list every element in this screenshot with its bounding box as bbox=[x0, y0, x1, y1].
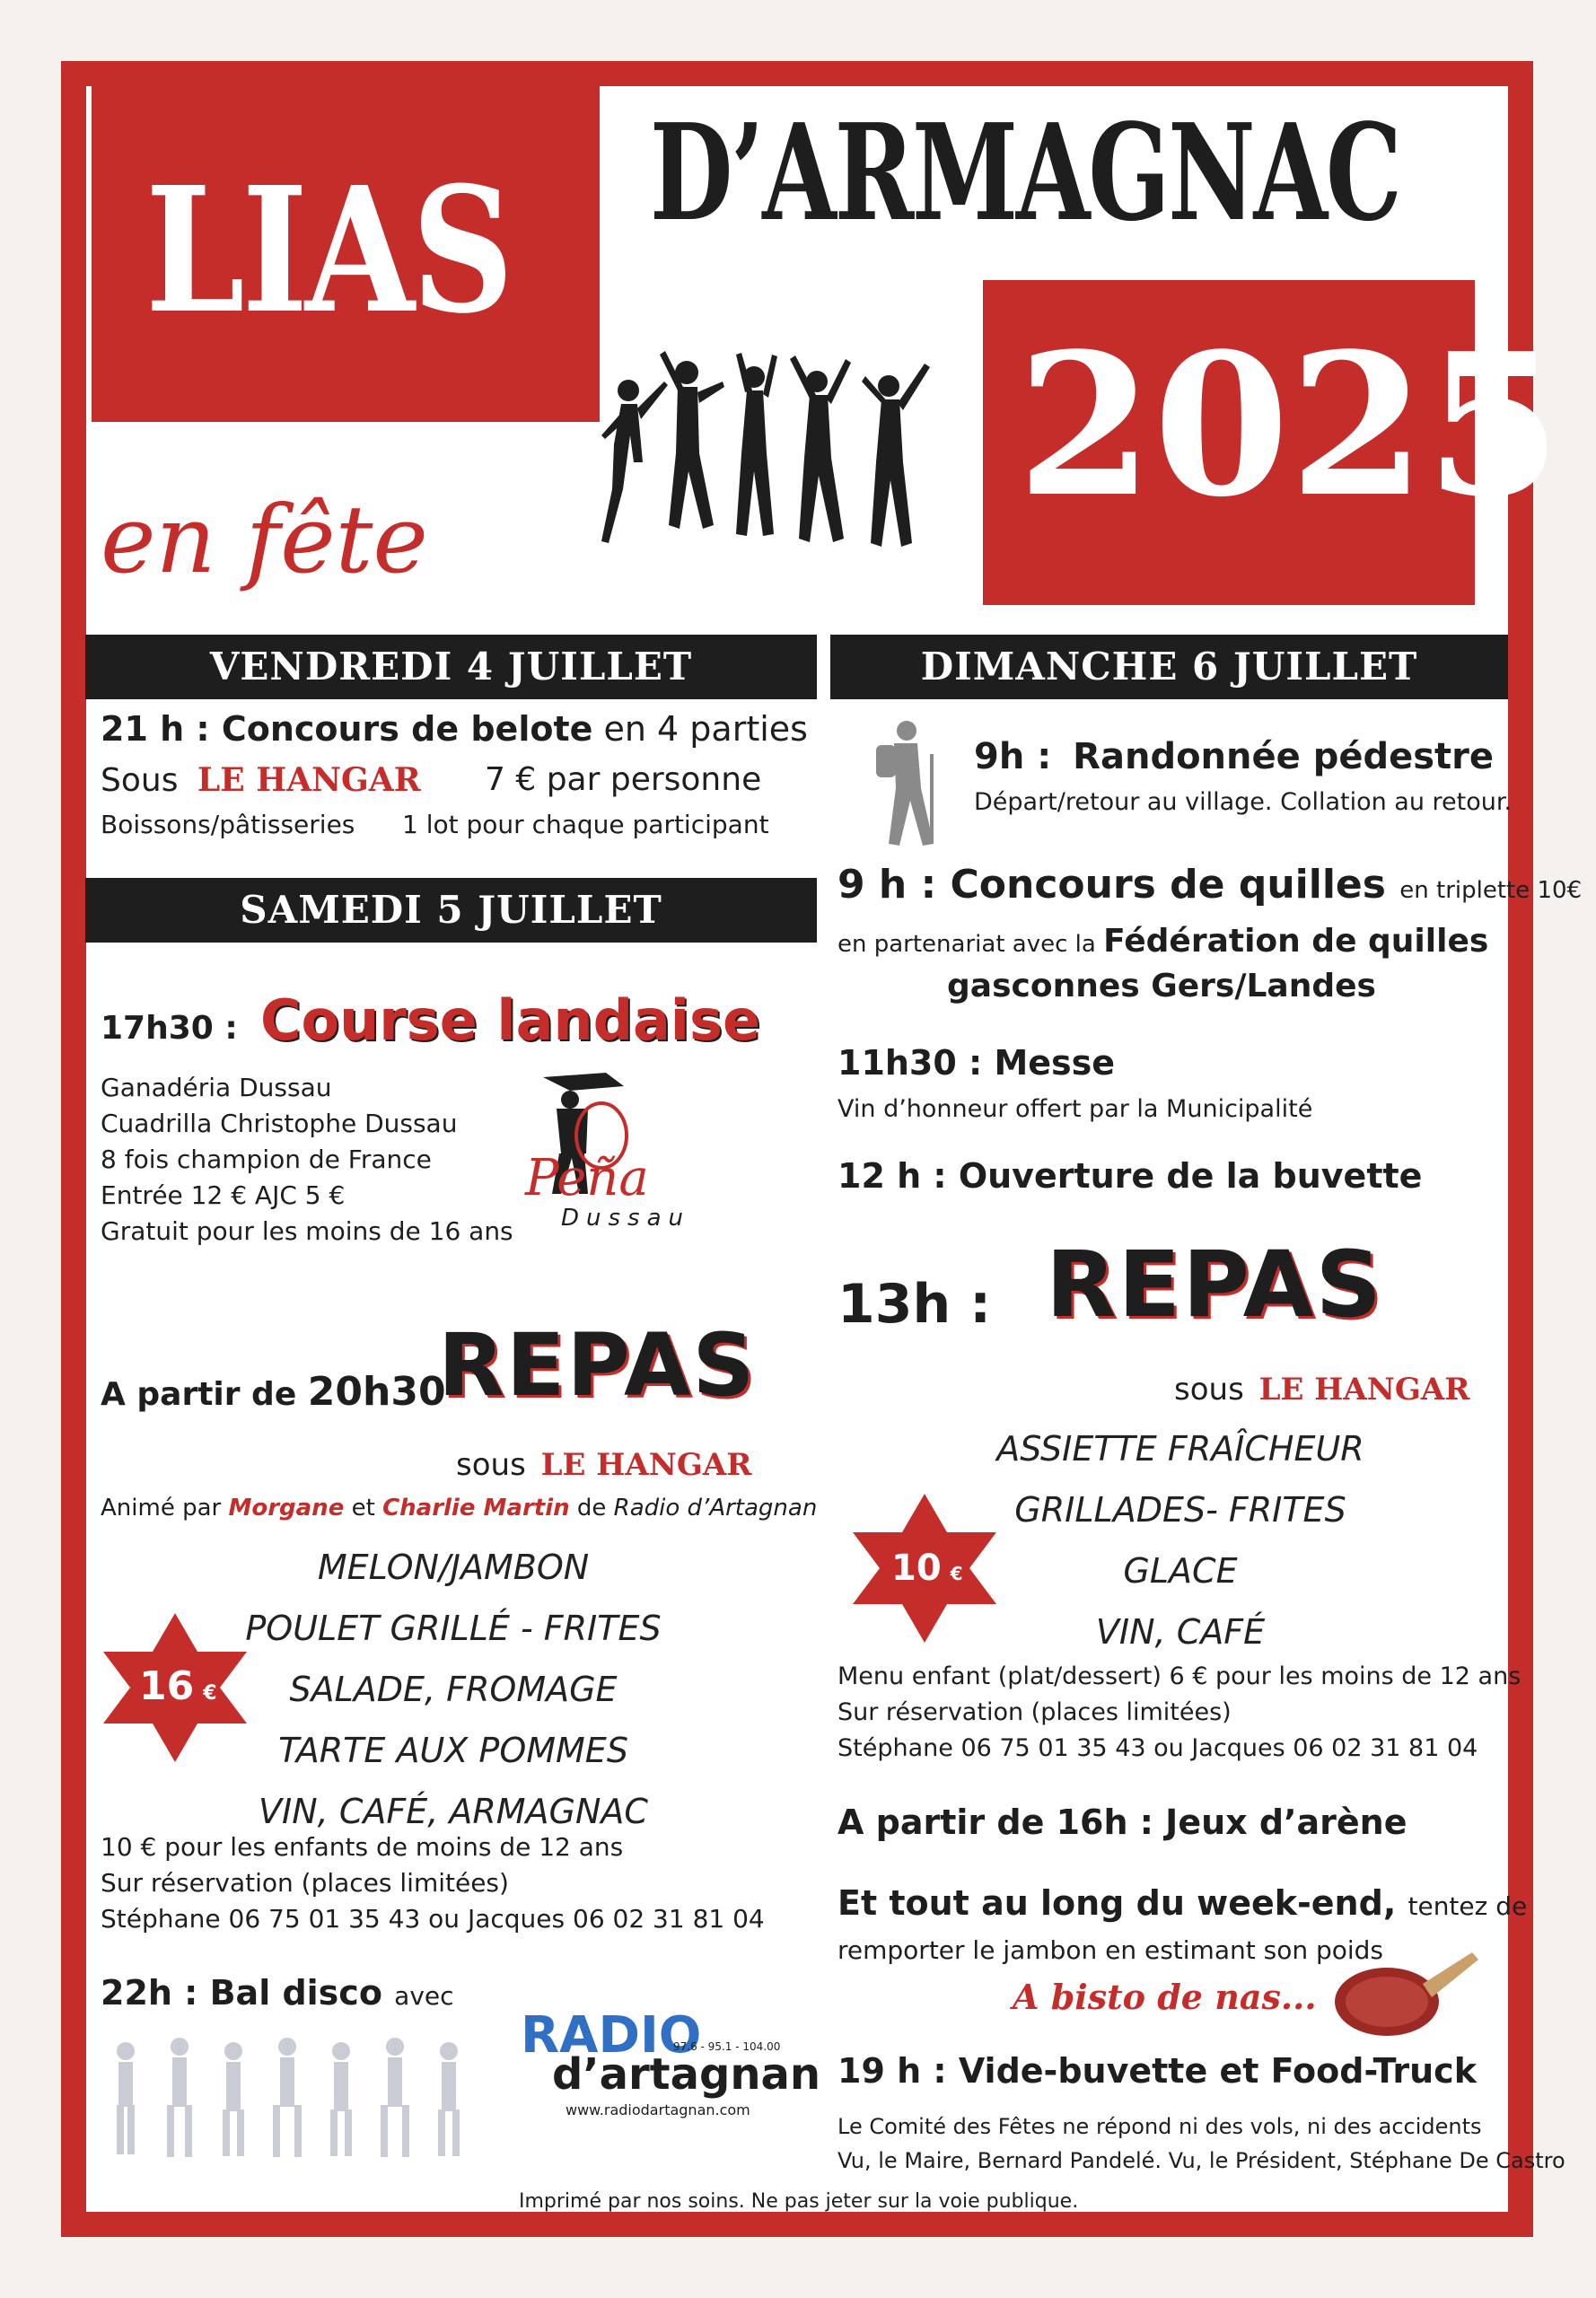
anime-charlie: Charlie Martin bbox=[382, 1495, 570, 1522]
bal-line bbox=[101, 1973, 454, 2013]
ham-icon bbox=[1324, 1943, 1481, 2042]
band-sunday: DIMANCHE 6 JUILLET bbox=[830, 635, 1508, 699]
year-box bbox=[983, 280, 1562, 605]
hangar-label: LE HANGAR bbox=[1258, 1372, 1470, 1408]
price-star-10 bbox=[848, 1492, 1001, 1645]
price-star-16 bbox=[99, 1611, 251, 1764]
footer-text: Imprimé par nos soins. Ne pas jeter sur la voie publique. bbox=[519, 2190, 1079, 2213]
quilles-federation: Fédération de quilles bbox=[1103, 923, 1489, 960]
weekend-bold: Et tout au long du week-end, bbox=[837, 1883, 1397, 1923]
anime-line bbox=[101, 1495, 817, 1522]
anime-label: Animé par bbox=[101, 1495, 222, 1522]
belote-rest: en 4 parties bbox=[603, 709, 808, 749]
radio-freq: 97.6 - 95.1 - 104.00 bbox=[673, 2040, 781, 2053]
course-line: Gratuit pour les moins de 16 ans bbox=[101, 1216, 513, 1246]
bisto-text: A bisto de nas... bbox=[1013, 1977, 1317, 2017]
anime-morgane: Morgane bbox=[228, 1495, 345, 1522]
price-cur: € bbox=[203, 1682, 217, 1705]
repas-from-label: A partir de bbox=[101, 1376, 297, 1413]
rando-title: Randonnée pédestre bbox=[1073, 736, 1494, 777]
price-10 bbox=[891, 1548, 963, 1589]
course-line: Ganadéria Dussau bbox=[101, 1073, 332, 1102]
sat-reservation bbox=[101, 1829, 765, 1937]
rando-sub: Départ/retour au village. Collation au retour. bbox=[974, 788, 1513, 816]
hiker-icon bbox=[862, 718, 951, 848]
weekend-rest: tentez de bbox=[1407, 1891, 1528, 1921]
vide-title: 19 h : Vide-buvette et Food-Truck bbox=[837, 2051, 1477, 2091]
course-title: Course landaise bbox=[260, 987, 761, 1053]
quilles-line2 bbox=[837, 923, 1488, 960]
price-num: 16 bbox=[139, 1663, 195, 1709]
radio-dartagnan-logo bbox=[516, 2006, 821, 2123]
sun-reservation bbox=[837, 1659, 1521, 1767]
repas-sun-title: REPAS bbox=[1046, 1232, 1384, 1338]
armagnac-title: D’ARMAGNAC bbox=[650, 94, 1400, 250]
bal-avec: avec bbox=[394, 1981, 454, 2011]
en-fete-title: en fête bbox=[101, 485, 428, 594]
pena-dussau-logo bbox=[516, 1068, 732, 1239]
sat-kids: 10 € pour les enfants de moins de 12 ans bbox=[101, 1832, 624, 1862]
course-line: Entrée 12 € AJC 5 € bbox=[101, 1180, 346, 1210]
course-line: 8 fois champion de France bbox=[101, 1145, 432, 1174]
price-num: 10 bbox=[891, 1548, 942, 1589]
pena-text: Peña bbox=[525, 1149, 649, 1207]
pena-sub: Dussau bbox=[561, 1205, 691, 1232]
course-time: 17h30 : bbox=[101, 1010, 238, 1047]
sous-label: sous bbox=[456, 1447, 526, 1483]
quilles-line bbox=[837, 862, 1582, 908]
rando-time: 9h : bbox=[974, 736, 1052, 777]
price-16 bbox=[139, 1663, 217, 1709]
belote-drinks: Boissons/pâtisseries bbox=[101, 810, 355, 839]
maire-text: Vu, le Maire, Bernard Pandelé. Vu, le Président, Stéphane De Castro bbox=[837, 2148, 1565, 2173]
rando-line bbox=[974, 736, 1494, 777]
belote-line bbox=[101, 709, 808, 749]
sun-menu bbox=[929, 1418, 1432, 1662]
radio-logo-2: d’artagnan bbox=[552, 2049, 821, 2100]
repas-sat-hangar bbox=[456, 1447, 752, 1483]
sous-label: sous bbox=[1174, 1372, 1244, 1408]
jeux-title: A partir de 16h : Jeux d’arène bbox=[837, 1802, 1407, 1842]
sat-menu-item: POULET GRILLÉ - FRITES bbox=[245, 1609, 662, 1648]
comite-text: Le Comité des Fêtes ne répond ni des vols, ni des accidents bbox=[837, 2114, 1482, 2139]
price-cur: € bbox=[950, 1563, 963, 1584]
sun-kids: Menu enfant (plat/dessert) 6 € pour les moins de 12 ans bbox=[837, 1662, 1521, 1690]
band-saturday: SAMEDI 5 JUILLET bbox=[85, 878, 817, 943]
sat-menu-item: MELON/JAMBON bbox=[317, 1548, 590, 1587]
quilles-time: 9 h : bbox=[837, 862, 937, 908]
sat-reservation-line: Sur réservation (places limitées) bbox=[101, 1868, 509, 1898]
anime-de: de bbox=[576, 1495, 607, 1522]
sat-menu bbox=[206, 1537, 700, 1842]
messe-sub: Vin d’honneur offert par la Municipalité bbox=[837, 1095, 1313, 1123]
weekend-line bbox=[837, 1883, 1527, 1923]
quilles-partner-label: en partenariat avec la bbox=[837, 931, 1096, 958]
sun-menu-item: ASSIETTE FRAÎCHEUR bbox=[996, 1429, 1364, 1469]
quilles-line3: gasconnes Gers/Landes bbox=[947, 968, 1376, 1004]
belote-price: 7 € par personne bbox=[485, 761, 762, 798]
sun-menu-item: VIN, CAFÉ bbox=[1095, 1612, 1266, 1652]
messe-title: 11h30 : Messe bbox=[837, 1043, 1116, 1083]
sun-menu-item: GRILLADES- FRITES bbox=[1014, 1490, 1346, 1530]
belote-lot: 1 lot pour chaque participant bbox=[402, 810, 769, 839]
repas-sat-from bbox=[101, 1369, 446, 1415]
belote-title: 21 h : Concours de belote bbox=[101, 709, 593, 749]
sat-menu-item: VIN, CAFÉ, ARMAGNAC bbox=[259, 1792, 648, 1831]
repas-time: 20h30 bbox=[307, 1369, 446, 1415]
sun-contacts: Stéphane 06 75 01 35 43 ou Jacques 06 02 31 81 04 bbox=[837, 1734, 1478, 1762]
anime-radio: Radio d’Artagnan bbox=[613, 1495, 818, 1522]
bal-title: 22h : Bal disco bbox=[101, 1973, 382, 2013]
lias-title-box bbox=[92, 83, 600, 422]
sat-contacts: Stéphane 06 75 01 35 43 ou Jacques 06 02 31 81 04 bbox=[101, 1904, 765, 1934]
band-friday: VENDREDI 4 JUILLET bbox=[85, 635, 817, 699]
course-details bbox=[101, 1070, 513, 1250]
year-title: 2025 bbox=[1017, 311, 1562, 540]
course-line: Cuadrilla Christophe Dussau bbox=[101, 1109, 458, 1138]
hangar-label: LE HANGAR bbox=[197, 761, 421, 799]
sun-menu-item: GLACE bbox=[1123, 1551, 1238, 1591]
quilles-rest: en triplette 10€ bbox=[1399, 877, 1583, 904]
belote-hangar-line bbox=[101, 761, 421, 799]
sat-menu-item: TARTE AUX POMMES bbox=[278, 1731, 628, 1770]
repas-sun-hangar bbox=[1174, 1372, 1470, 1408]
disco-dancers-silhouette bbox=[99, 2033, 512, 2159]
quilles-title: Concours de quilles bbox=[950, 862, 1386, 908]
repas-sat-title: REPAS bbox=[438, 1315, 757, 1416]
sun-reservation-line: Sur réservation (places limitées) bbox=[837, 1698, 1232, 1726]
sous-label: Sous bbox=[101, 762, 179, 799]
hangar-label: LE HANGAR bbox=[540, 1447, 752, 1483]
weekend-line2: remporter le jambon en estimant son poids bbox=[837, 1935, 1384, 1965]
buvette-title: 12 h : Ouverture de la buvette bbox=[837, 1156, 1423, 1196]
radio-logo-1: RADIO bbox=[521, 2006, 702, 2065]
dancers-silhouette bbox=[583, 346, 960, 561]
lias-title: LIAS bbox=[145, 150, 512, 352]
repas-sun-time: 13h : bbox=[837, 1273, 992, 1336]
sat-menu-item: SALADE, FROMAGE bbox=[289, 1670, 618, 1709]
radio-url: www.radiodartagnan.com bbox=[566, 2101, 750, 2118]
anime-et: et bbox=[351, 1495, 375, 1522]
